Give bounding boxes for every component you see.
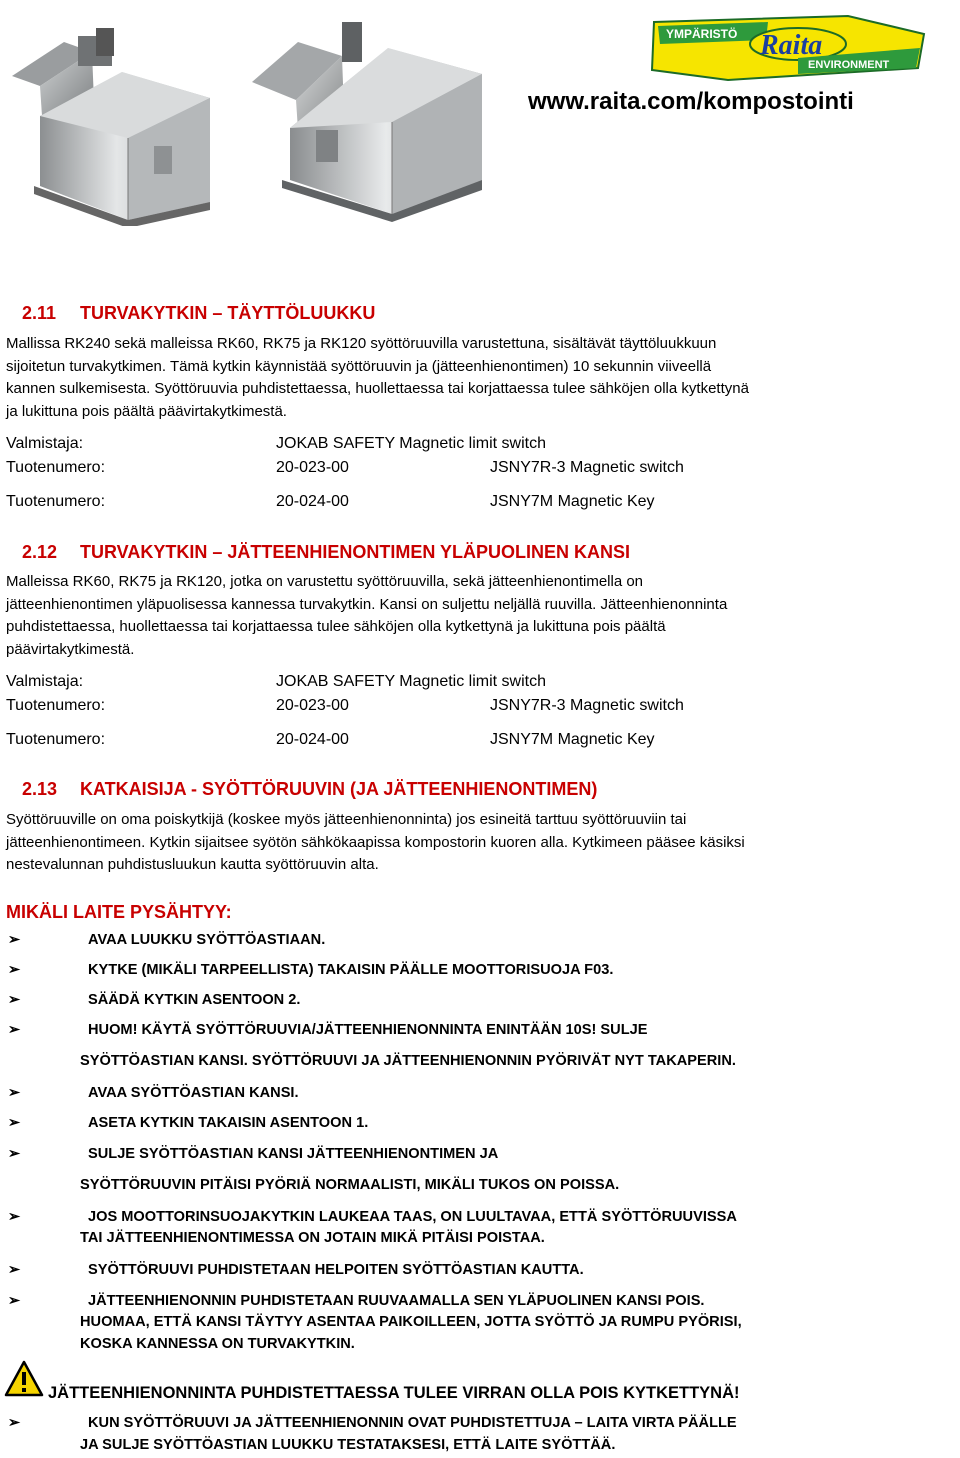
- list-item-text: SÄÄDÄ KYTKIN ASENTOON 2.: [88, 992, 301, 1008]
- product-label: Tuotenumero:: [6, 731, 106, 748]
- list-item-text: AVAA SYÖTTÖASTIAN KANSI.: [88, 1085, 299, 1101]
- section-number: 2.12: [22, 542, 58, 562]
- product-code: 20-023-00: [276, 697, 349, 714]
- list-item-text: SYÖTTÖASTIAN KANSI. SYÖTTÖRUUVI JA JÄTTEENHIENONNIN PYÖRIVÄT NYT TAKAPERIN.: [80, 1053, 736, 1069]
- troubleshoot-title: MIKÄLI LAITE PYSÄHTYY:: [6, 902, 232, 922]
- product-row: [6, 493, 946, 515]
- paragraph-line: Mallissa RK240 sekä malleissa RK60, RK75 ja RK120 syöttöruuvilla varustettuna, sisältävät täyttöluukkuun: [6, 335, 717, 352]
- list-item-text: JÄTTEENHIENONNIN PUHDISTETAAN RUUVAAMALLA SEN YLÄPUOLINEN KANSI POIS.: [88, 1293, 705, 1309]
- product-name: JSNY7M Magnetic Key: [490, 731, 655, 748]
- paragraph-line: ja lukittuna pois päältä päävirtakytkimestä.: [6, 402, 287, 420]
- product-label: Tuotenumero:: [6, 493, 106, 510]
- section-paragraph-2-13: [6, 809, 956, 877]
- list-item-text: SYÖTTÖRUUVIN PITÄISI PYÖRIÄ NORMAALISTI, MIKÄLI TUKOS ON POISSA.: [80, 1177, 620, 1193]
- product-label: Tuotenumero:: [6, 697, 106, 714]
- bullet-arrow-icon: ➢: [8, 962, 21, 978]
- section-heading-2-11: [22, 303, 375, 324]
- website-url[interactable]: www.raita.com/kompostointi: [528, 88, 854, 115]
- product-row: [6, 697, 946, 719]
- list-item-text: KYTKE (MIKÄLI TARPEELLISTA) TAKAISIN PÄÄLLE MOOTTORISUOJA F03.: [88, 962, 614, 978]
- bullet-arrow-icon: ➢: [8, 932, 21, 948]
- bullet-arrow-icon: ➢: [8, 1146, 21, 1162]
- section-title: TURVAKYTKIN – TÄYTTÖLUUKKU: [80, 303, 376, 323]
- bullet-arrow-icon: ➢: [8, 1293, 21, 1309]
- bullet-arrow-icon: ➢: [8, 1262, 21, 1278]
- manufacturer-row: [6, 673, 946, 695]
- bullet-arrow-icon: ➢: [8, 1415, 21, 1431]
- paragraph-line: jätteenhienontimeen. Kytkin sijaitsee syötön sähkökaapissa kompostorin kuoren alla. Kytkimeen pääsee käsiksi: [6, 833, 745, 851]
- section-heading-2-12: [22, 542, 630, 563]
- paragraph-line: Syöttöruuville on oma poiskytkijä (koskee myös jätteenhienonninta) jos esineitä tarttuu syöttöruuviin tai: [6, 811, 687, 828]
- list-item-text: AVAA LUUKKU SYÖTTÖASTIAAN.: [88, 932, 326, 948]
- section-paragraph-2-11: [6, 333, 956, 423]
- list-item-text: HUOMAA, ETTÄ KANSI TÄYTYY ASENTAA PAIKOILLEEN, JOTTA SYÖTTÖ JA RUMPU PYÖRISI,: [80, 1314, 742, 1330]
- paragraph-line: jätteenhienontimen yläpuolisessa kannessa turvakytkin. Kansi on suljettu neljällä ruuvilla. Jätteenhienonninta: [6, 595, 728, 613]
- section-paragraph-2-12: [6, 571, 956, 661]
- product-name: JSNY7R-3 Magnetic switch: [490, 697, 684, 714]
- bullet-arrow-icon: ➢: [8, 992, 21, 1008]
- product-row: [6, 459, 946, 481]
- logo-bottom-text: ENVIRONMENT: [808, 59, 890, 71]
- list-item-text: SYÖTTÖRUUVI PUHDISTETAAN HELPOITEN SYÖTTÖASTIAN KAUTTA.: [88, 1262, 584, 1278]
- section-title: TURVAKYTKIN – JÄTTEENHIENONTIMEN YLÄPUOLINEN KANSI: [80, 542, 631, 562]
- bullet-arrow-icon: ➢: [8, 1115, 21, 1131]
- list-item-text: SULJE SYÖTTÖASTIAN KANSI JÄTTEENHIENONTIMEN JA: [88, 1146, 499, 1162]
- manufacturer-row: [6, 435, 946, 457]
- section-heading-2-13: [22, 779, 597, 800]
- manufacturer-value: JOKAB SAFETY Magnetic limit switch: [276, 673, 546, 690]
- product-code: 20-024-00: [276, 493, 349, 510]
- logo-brand-text: Raita: [760, 30, 823, 61]
- bullet-arrow-icon: ➢: [8, 1209, 21, 1225]
- paragraph-line: nestevalunnan puhdistusluukun kautta syöttöruuvin alta.: [6, 856, 379, 873]
- section-title: KATKAISIJA - SYÖTTÖRUUVIN (JA JÄTTEENHIENONTIMEN): [80, 779, 598, 799]
- paragraph-line: kannen sulkemisesta. Syöttöruuvia puhdistettaessa, huollettaessa tai korjattaessa tulee sähköjen olla kytkettynä: [6, 380, 749, 397]
- manufacturer-label: Valmistaja:: [6, 435, 84, 452]
- list-item-text: HUOM! KÄYTÄ SYÖTTÖRUUVIA/JÄTTEENHIENONNINTA ENINTÄÄN 10S! SULJE: [88, 1022, 648, 1038]
- list-item-text: JA SULJE SYÖTTÖASTIAN LUUKKU TESTATAKSESI, ETTÄ LAITE SYÖTTÄÄ.: [80, 1437, 616, 1453]
- section-number: 2.11: [22, 303, 57, 323]
- manufacturer-value: JOKAB SAFETY Magnetic limit switch: [276, 435, 546, 452]
- bullet-arrow-icon: ➢: [8, 1085, 21, 1101]
- manufacturer-label: Valmistaja:: [6, 673, 84, 690]
- product-row: [6, 731, 946, 753]
- list-item-text: KUN SYÖTTÖRUUVI JA JÄTTEENHIENONNIN OVAT PUHDISTETTUJA – LAITA VIRTA PÄÄLLE: [88, 1415, 737, 1431]
- list-item-text: KOSKA KANNESSA ON TURVAKYTKIN.: [80, 1336, 355, 1352]
- warning-text: JÄTTEENHIENONNINTA PUHDISTETTAESSA TULEE VIRRAN OLLA POIS KYTKETTYNÄ!: [48, 1384, 740, 1402]
- composting-machine-image-1: [4, 6, 214, 226]
- product-code: 20-024-00: [276, 731, 349, 748]
- paragraph-line: Malleissa RK60, RK75 ja RK120, jotka on varustettu syöttöruuvilla, sekä jätteenhienontimella on: [6, 573, 644, 590]
- product-name: JSNY7R-3 Magnetic switch: [490, 459, 684, 476]
- bullet-arrow-icon: ➢: [8, 1022, 21, 1038]
- section-number: 2.13: [22, 779, 58, 799]
- warning-triangle-icon: [4, 1360, 44, 1398]
- product-name: JSNY7M Magnetic Key: [490, 493, 655, 510]
- list-item-text: ASETA KYTKIN TAKAISIN ASENTOON 1.: [88, 1115, 369, 1131]
- paragraph-line: puhdistettaessa, huollettaessa tai korjattaessa tulee sähköjen olla kytkettynä ja lukittuna pois päältä: [6, 618, 666, 635]
- composting-machine-image-2: [232, 4, 488, 226]
- product-label: Tuotenumero:: [6, 459, 106, 476]
- paragraph-line: sijoitetun turvakytkimen. Tämä kytkin käynnistää syöttöruuvin ja (jätteenhienontimen) 10 sekunnin viiveellä: [6, 357, 712, 375]
- paragraph-line: päävirtakytkimestä.: [6, 640, 135, 658]
- list-item-text: JOS MOOTTORINSUOJAKYTKIN LAUKEAA TAAS, ON LUULTAVAA, ETTÄ SYÖTTÖRUUVISSA: [88, 1209, 737, 1225]
- list-item-text: TAI JÄTTEENHIENONTIMESSA ON JOTAIN MIKÄ PITÄISI POISTAA.: [80, 1230, 545, 1246]
- logo-top-text: YMPÄRISTÖ: [666, 27, 738, 41]
- product-code: 20-023-00: [276, 459, 349, 476]
- raita-environment-logo: [648, 14, 930, 82]
